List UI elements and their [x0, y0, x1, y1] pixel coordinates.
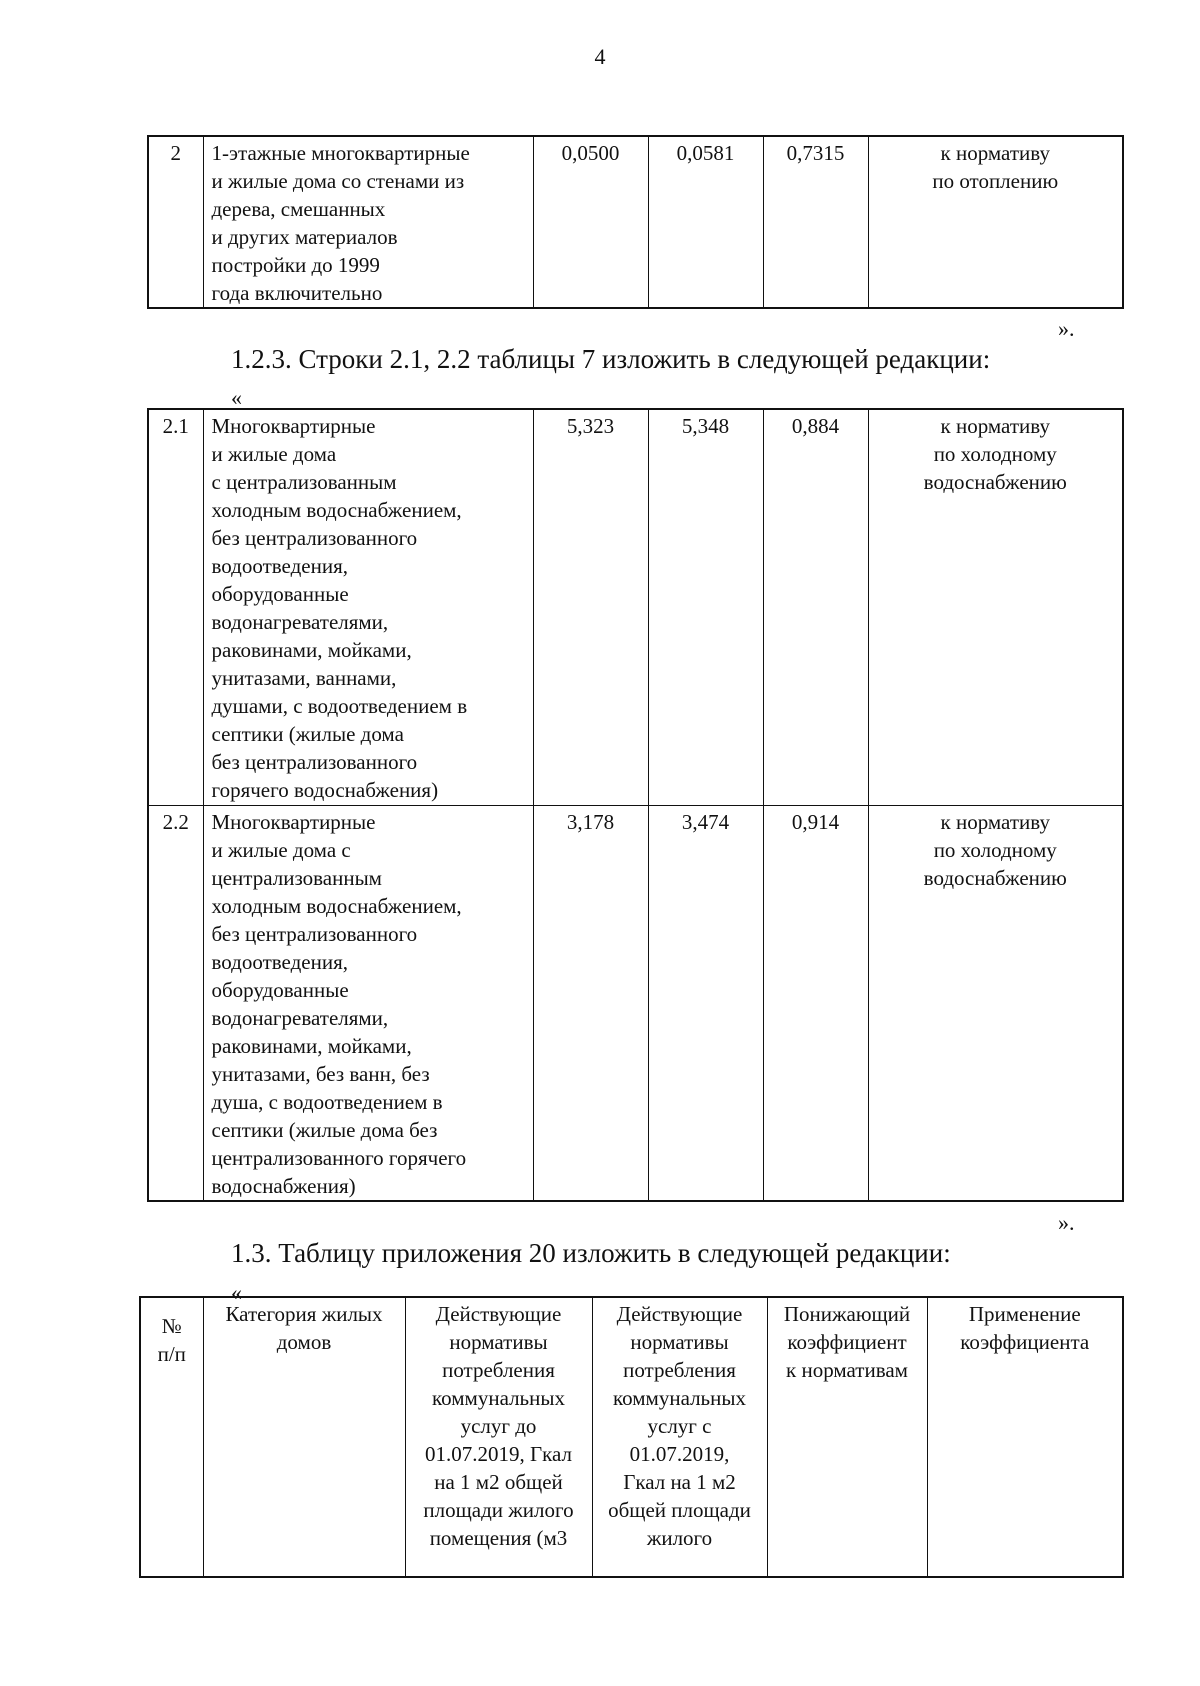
row-description: 1-этажные многоквартирные и жилые дома со стенами из дерева, смешанных и других материалов постройки до 1999 года включительно: [203, 136, 533, 308]
table-row: [148, 136, 1123, 308]
value-cell: 3,474: [648, 805, 763, 1201]
value-cell: 0,0581: [648, 136, 763, 308]
header-coefficient: Понижающий коэффициент к нормативам: [767, 1297, 927, 1577]
header-application: Применение коэффициента: [927, 1297, 1123, 1577]
value-cell: 3,178: [533, 805, 648, 1201]
application-cell: к нормативу по холодному водоснабжению: [868, 805, 1123, 1201]
value-cell: 0,884: [763, 409, 868, 805]
application-cell: к нормативу по холодному водоснабжению: [868, 409, 1123, 805]
row-description: Многоквартирные и жилые дома с централизованным холодным водоснабжением, без централизованного водоотведения, оборудованные водонагревателями, раковинами, мойками, унитазами, без ванн, без душа, с водоотведением в септики (жилые дома без централизованного горячего водоснабжения): [203, 805, 533, 1201]
opening-quote: «: [231, 1280, 242, 1305]
closing-quote: ».: [1058, 1210, 1075, 1235]
application-cell: к нормативу по отоплению: [868, 136, 1123, 308]
heating-table: [147, 135, 1124, 309]
closing-quote: ».: [1058, 316, 1075, 341]
value-cell: 5,348: [648, 409, 763, 805]
value-cell: 5,323: [533, 409, 648, 805]
page-number: 4: [594, 44, 606, 69]
water-table: [147, 408, 1124, 1202]
header-norms-before: Действующие нормативы потребления коммунальных услуг до 01.07.2019, Гкал на 1 м2 общей площади жилого помещения (м3: [405, 1297, 592, 1577]
header-norms-after: Действующие нормативы потребления коммунальных услуг с 01.07.2019, Гкал на 1 м2 общей площади жилого: [592, 1297, 767, 1577]
section-heading: 1.2.3. Строки 2.1, 2.2 таблицы 7 изложить в следующей редакции:: [231, 344, 991, 374]
table-row: [148, 805, 1123, 1201]
row-number: 2.2: [148, 805, 203, 1201]
value-cell: 0,7315: [763, 136, 868, 308]
row-number: 2: [148, 136, 203, 308]
opening-quote: «: [231, 385, 242, 410]
row-number: 2.1: [148, 409, 203, 805]
row-description: Многоквартирные и жилые дома с централизованным холодным водоснабжением, без централизованного водоотведения, оборудованные водонагревателями, раковинами, мойками, унитазами, ваннами, душами, с водоотведением в септики (жилые дома без централизованного горячего водоснабжения): [203, 409, 533, 805]
value-cell: 0,0500: [533, 136, 648, 308]
header-category: Категория жилых домов: [203, 1297, 405, 1577]
table-header-row: [140, 1297, 1123, 1577]
value-cell: 0,914: [763, 805, 868, 1201]
table-row: [148, 409, 1123, 805]
appendix-20-table: [139, 1296, 1124, 1578]
header-number: № п/п: [140, 1297, 203, 1577]
section-heading: 1.3. Таблицу приложения 20 изложить в следующей редакции:: [231, 1238, 951, 1268]
